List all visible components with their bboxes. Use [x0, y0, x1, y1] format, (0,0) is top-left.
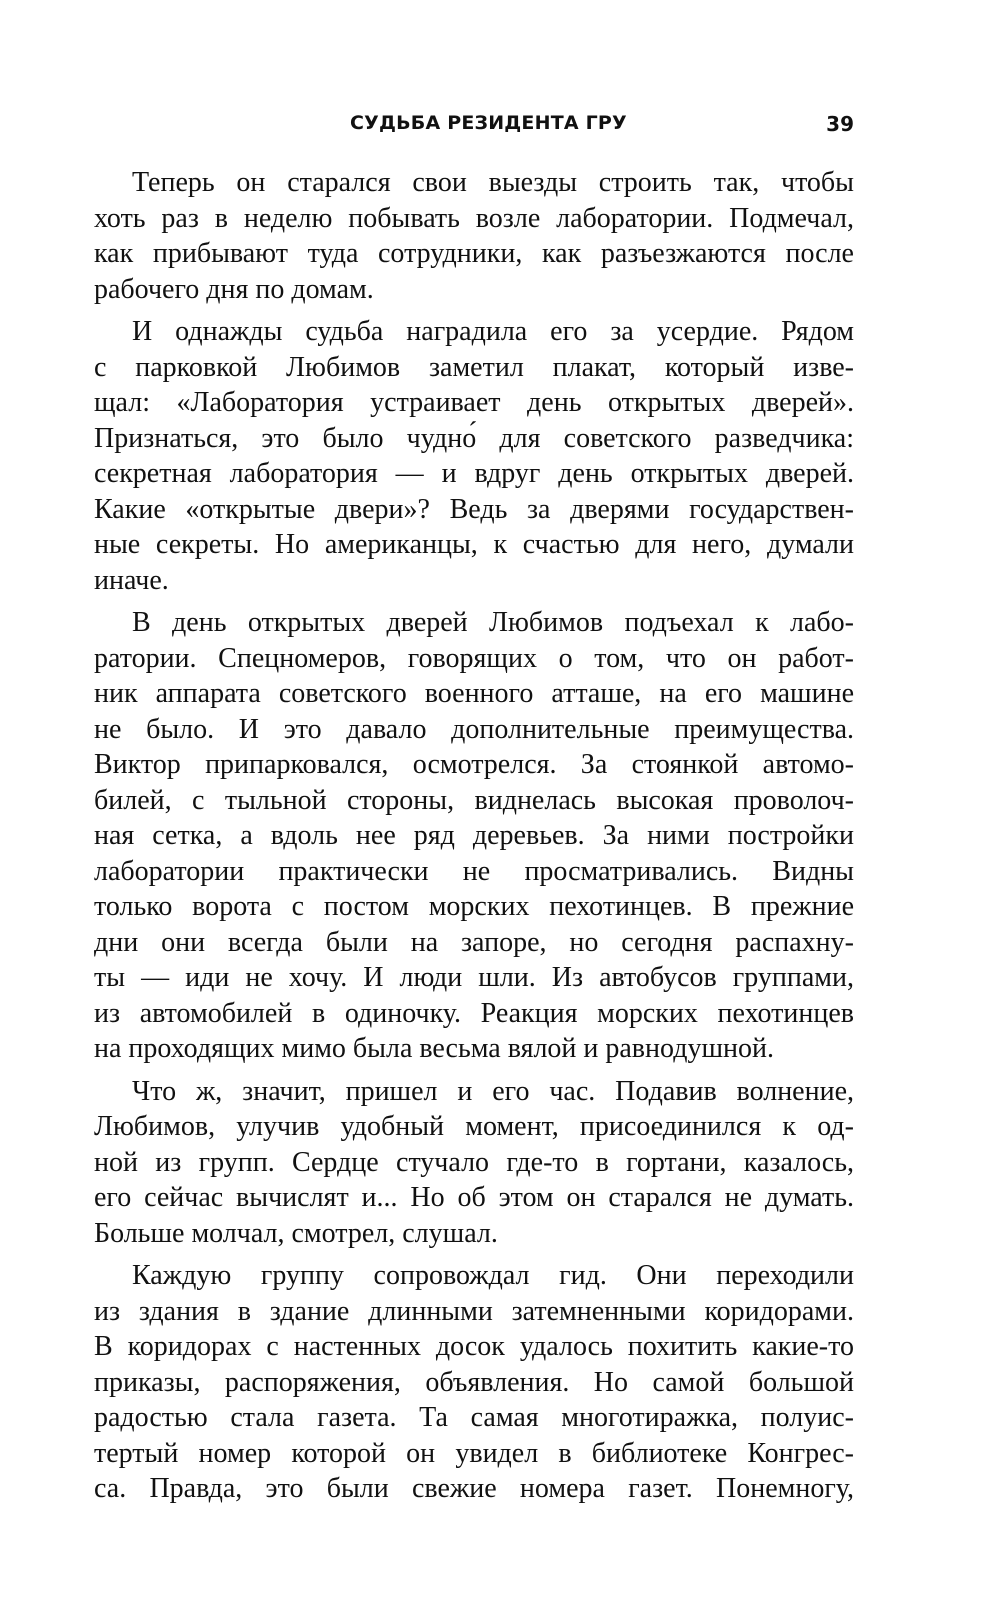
text-line: с парковкой Любимов заметил плакат, который изве-: [94, 351, 854, 383]
text-line: Любимов, улучив удобный момент, присоединился к од-: [94, 1111, 854, 1142]
text-line: Теперь он старался свои выезды строить так, чтобы: [132, 167, 854, 198]
text-line: как прибывают туда сотрудники, как разъезжаются после: [94, 238, 854, 269]
text-body: [94, 165, 854, 1514]
page-number: 39: [826, 112, 854, 136]
text-line: дни они всегда были на запоре, но сегодня распахну-: [94, 926, 854, 958]
text-line: ные секреты. Но американцы, к счастью для него, думали: [94, 529, 854, 560]
running-title: СУДЬБА РЕЗИДЕНТА ГРУ: [350, 112, 627, 134]
text-line: из автомобилей в одиночку. Реакция морских пехотинцев: [94, 997, 854, 1029]
text-line: приказы, распоряжения, объявления. Но самой большой: [94, 1366, 854, 1398]
paragraph: [94, 1074, 854, 1252]
text-line: рабочего дня по домам.: [94, 273, 374, 305]
paragraph: [94, 314, 854, 598]
text-line: билей, с тыльной стороны, виднелась высокая проволоч-: [94, 784, 854, 816]
text-line: ной из групп. Сердце стучало где-то в гортани, казалось,: [94, 1146, 854, 1178]
text-line: хоть раз в неделю побывать возле лаборатории. Подмечал,: [94, 202, 854, 234]
text-line: его сейчас вычислят и... Но об этом он старался не думать.: [94, 1182, 854, 1213]
paragraph: [94, 165, 854, 307]
text-line: секретная лаборатория — и вдруг день открытых дверей.: [94, 458, 854, 489]
text-line: Каждую группу сопровождал гид. Они переходили: [132, 1260, 854, 1291]
text-line: ты — иди не хочу. И люди шли. Из автобусов группами,: [94, 962, 854, 993]
text-line: В день открытых дверей Любимов подъехал к лабо-: [132, 607, 854, 638]
text-line: Какие «открытые двери»? Ведь за дверями государствен-: [94, 493, 854, 525]
text-line: лаборатории практически не просматривались. Видны: [94, 855, 854, 887]
text-line: Виктор припарковался, осмотрелся. За стоянкой автомо-: [94, 749, 854, 780]
text-line: щал: «Лаборатория устраивает день открытых дверей».: [94, 387, 854, 418]
text-line: не было. И это давало дополнительные преимущества.: [94, 713, 854, 745]
text-line: Больше молчал, смотрел, слушал.: [94, 1217, 498, 1249]
text-line: иначе.: [94, 564, 169, 596]
text-line: Что ж, значит, пришел и его час. Подавив волнение,: [132, 1075, 854, 1107]
text-line: ник аппарата советского военного атташе, на его машине: [94, 678, 854, 709]
text-line: на проходящих мимо была весьма вялой и равнодушной.: [94, 1033, 774, 1064]
running-head: [94, 112, 854, 142]
paragraph: [94, 605, 854, 1067]
text-line: са. Правда, это были свежие номера газет. Понемногу,: [94, 1473, 854, 1504]
paragraph: [94, 1258, 854, 1507]
text-line: ратории. Спецномеров, говорящих о том, что он работ-: [94, 642, 854, 674]
text-line: только ворота с постом морских пехотинцев. В прежние: [94, 891, 854, 922]
text-line: И однажды судьба наградила его за усердие. Рядом: [132, 316, 854, 347]
text-line: радостью стала газета. Та самая многотиражка, полуис-: [94, 1402, 854, 1433]
text-line: Признаться, это было чудно́ для советского разведчика:: [94, 422, 854, 454]
text-line: тертый номер которой он увидел в библиотеке Конгрес-: [94, 1437, 854, 1469]
text-line: из здания в здание длинными затемненными коридорами.: [94, 1295, 854, 1327]
text-line: В коридорах с настенных досок удалось похитить какие-то: [94, 1331, 854, 1362]
text-line: ная сетка, а вдоль нее ряд деревьев. За ними постройки: [94, 820, 854, 851]
